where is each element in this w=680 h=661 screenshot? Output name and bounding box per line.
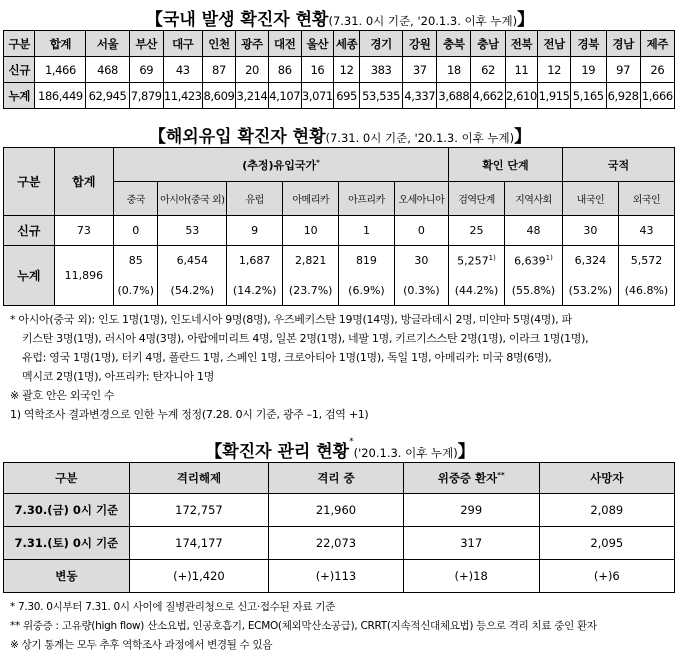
row-label: 변동: [4, 560, 130, 593]
imported-cases-table: [3, 147, 675, 306]
table-cell: 30: [562, 216, 618, 246]
header-cell: 경기: [359, 31, 402, 57]
row-label: 신규: [4, 57, 35, 83]
table-cell: 1,915: [538, 83, 571, 109]
table-cell: 11,423: [163, 83, 202, 109]
table-cell: 86: [268, 57, 301, 83]
table-cell: [562, 246, 618, 276]
header-cell: 격리해제: [129, 463, 269, 494]
table-cell: 2,610: [505, 83, 538, 109]
table-row: [4, 494, 675, 527]
table-cell: (+)18: [403, 560, 539, 593]
header-country: [114, 148, 449, 182]
pct-cell: (53.2%): [562, 276, 618, 306]
header-cell: 강원: [403, 31, 437, 57]
header-confirm-stage: 확인 단계: [449, 148, 563, 182]
subheader-cell: 검역단계: [449, 182, 505, 216]
table-cell: 174,177: [129, 527, 269, 560]
cum-value: 6,454: [176, 254, 209, 268]
table-cell: 6,928: [606, 83, 640, 109]
table-row: [4, 83, 675, 109]
row-label: 7.31.(토) 0시 기준: [4, 527, 130, 560]
case-management-table: [3, 462, 675, 593]
table-cell: 695: [334, 83, 360, 109]
table-cell: 468: [86, 57, 129, 83]
cum-value: 6,324: [574, 254, 607, 268]
table-cell: 16: [301, 57, 334, 83]
table-cell: 4,107: [268, 83, 301, 109]
table-cell: 3,071: [301, 83, 334, 109]
table-cell: 62: [471, 57, 505, 83]
table-cell: [505, 246, 563, 276]
table-cell: [449, 246, 505, 276]
note-line: 1) 역학조사 결과변경으로 인한 누계 정정(7.28. 0시 기준, 광주 –1, 검역 +1): [10, 408, 369, 421]
note-line: 멕시코 2명(1명), 아프리카: 탄자니아 1명: [22, 370, 215, 383]
pct-cell: (0.3%): [394, 276, 448, 306]
table-cell: 4,337: [403, 83, 437, 109]
domestic-cases-table: [3, 30, 675, 109]
header-cell: 합계: [35, 31, 86, 57]
table-cell: 9: [227, 216, 283, 246]
cum-value: 1,687: [238, 254, 271, 268]
table-cell: 4,662: [471, 83, 505, 109]
subheader-cell: 유럽: [227, 182, 283, 216]
table-cell: 11,896: [54, 246, 113, 306]
note-line: ※ 상기 통계는 모두 추후 역학조사 과정에서 변경될 수 있음: [10, 639, 273, 651]
domestic-title-close: 】: [517, 10, 535, 30]
header-cell: 울산: [301, 31, 334, 57]
table-cell: 87: [202, 57, 235, 83]
imported-title-close: 】: [514, 127, 532, 147]
table-cell: 26: [640, 57, 674, 83]
note-line: ** 위중증 : 고유량(high flow) 산소요법, 인공호흡기, ECMO(체외막산소공급), CRRT(지속적신대체요법) 등으로 격리 치료 중인 환자: [10, 620, 597, 632]
table-cell: 22,073: [269, 527, 403, 560]
header-cell: 전남: [538, 31, 571, 57]
domestic-cases-title: [0, 5, 680, 30]
pct-cell: (54.2%): [158, 276, 227, 306]
table-cell: 48: [505, 216, 563, 246]
note-line: * 7.30. 0시부터 7.31. 0시 사이에 질병관리청으로 신고·접수된 자료 기준: [10, 601, 335, 613]
table-cell: [339, 246, 394, 276]
subheader-cell: 지역사회: [505, 182, 563, 216]
table-cell: 317: [403, 527, 539, 560]
header-country-text: (추정)유입국가: [242, 158, 317, 172]
subheader-cell: 오세아니아: [394, 182, 448, 216]
subheader-cell: 내국인: [562, 182, 618, 216]
domestic-title-text: 【국내 발생 확진자 현황: [145, 10, 329, 30]
table-cell: (+)113: [269, 560, 403, 593]
table-cell: 12: [538, 57, 571, 83]
pct-cell: (44.2%): [449, 276, 505, 306]
table-cell: 97: [606, 57, 640, 83]
header-nationality: 국적: [562, 148, 674, 182]
table-cell: 10: [283, 216, 339, 246]
header-cell: 경남: [606, 31, 640, 57]
table-cell: 2,095: [539, 527, 674, 560]
table-cell: 73: [54, 216, 113, 246]
table-cell: 1,466: [35, 57, 86, 83]
table-cell: 8,609: [202, 83, 235, 109]
note-line: 키스탄 3명(1명), 러시아 4명(3명), 아랍에미리트 4명, 일본 2명(1명), 네팔 1명, 키르기스스탄 2명(1명), 이라크 1명(1명),: [22, 332, 589, 345]
table-cell: (+)1,420: [129, 560, 269, 593]
subheader-cell: 외국인: [618, 182, 674, 216]
table-cell: 186,449: [35, 83, 86, 109]
table-cell: 5,165: [570, 83, 606, 109]
table-cell: (+)6: [539, 560, 674, 593]
header-cell: 세종: [334, 31, 360, 57]
imported-title-text: 【해외유입 확진자 현황: [148, 127, 326, 147]
table-cell: 37: [403, 57, 437, 83]
pct-cell: (6.9%): [339, 276, 394, 306]
table-cell: 20: [236, 57, 269, 83]
header-cell: 경북: [570, 31, 606, 57]
subheader-cell: 아프리카: [339, 182, 394, 216]
header-cell: 부산: [129, 31, 163, 57]
table-cell: 0: [394, 216, 448, 246]
table-cell: 3,214: [236, 83, 269, 109]
table-cell: 1: [339, 216, 394, 246]
table-cell: 21,960: [269, 494, 403, 527]
footnote-mark: *: [316, 157, 320, 166]
pct-cell: (55.8%): [505, 276, 563, 306]
header-cell: 서울: [86, 31, 129, 57]
table-row: [4, 57, 675, 83]
cum-value: 5,572: [630, 254, 663, 268]
domestic-subtitle: (7.31. 0시 기준, '20.1.3. 이후 누계): [328, 14, 518, 28]
table-cell: 7,879: [129, 83, 163, 109]
table-cell: [618, 246, 674, 276]
table-cell: 2,089: [539, 494, 674, 527]
table-cell: 43: [163, 57, 202, 83]
table-cell: 3,688: [437, 83, 471, 109]
cum-value: 6,639: [514, 254, 546, 268]
header-cell: 대전: [268, 31, 301, 57]
header-cell: 제주: [640, 31, 674, 57]
table-cell: [394, 246, 448, 276]
note-line: * 아시아(중국 외): 인도 1명(1명), 인도네시아 9명(8명), 우즈베키스탄 19명(14명), 방글라데시 2명, 미얀마 5명(4명), 파: [10, 313, 572, 326]
table-cell: 19: [570, 57, 606, 83]
table-row: [4, 246, 675, 276]
header-cell: 전북: [505, 31, 538, 57]
table-cell: 18: [437, 57, 471, 83]
header-cell: 충북: [437, 31, 471, 57]
cum-value: 85: [128, 254, 143, 268]
row-label: 누계: [4, 246, 55, 306]
header-cell: 사망자: [539, 463, 674, 494]
header-cell: 충남: [471, 31, 505, 57]
table-cell: [158, 246, 227, 276]
header-cell: 구분: [4, 31, 35, 57]
note-line: 유럽: 영국 1명(1명), 터키 4명, 폴란드 1명, 스페인 1명, 크로아티아 1명(1명), 독일 1명, 아메리카: 미국 8명(6명),: [22, 351, 552, 364]
table-cell: 299: [403, 494, 539, 527]
table-cell: 1,666: [640, 83, 674, 109]
imported-subtitle: (7.31. 0시 기준, '20.1.3. 이후 누계): [325, 131, 515, 145]
table-row: [4, 216, 675, 246]
footnote-mark: **: [497, 471, 505, 480]
header-cell: [403, 463, 539, 494]
table-cell: 0: [114, 216, 158, 246]
imported-cases-title: [0, 122, 680, 147]
table-row: [4, 527, 675, 560]
table-cell: [283, 246, 339, 276]
cum-value: 819: [355, 254, 377, 268]
row-label: 누계: [4, 83, 35, 109]
header-cell: 광주: [236, 31, 269, 57]
header-cell: 격리 중: [269, 463, 403, 494]
management-subtitle: ('20.1.3. 이후 누계): [353, 446, 458, 460]
table-cell: 383: [359, 57, 402, 83]
cum-value: 30: [414, 254, 429, 268]
header-total: 합계: [54, 148, 113, 216]
row-label: 7.30.(금) 0시 기준: [4, 494, 130, 527]
pct-cell: (14.2%): [227, 276, 283, 306]
subheader-cell: 중국: [114, 182, 158, 216]
table-cell: [114, 246, 158, 276]
management-title-close: 】: [457, 442, 475, 462]
subheader-cell: 아메리카: [283, 182, 339, 216]
cum-value: 2,821: [294, 254, 327, 268]
table-header-row: [4, 463, 675, 494]
table-cell: 12: [334, 57, 360, 83]
row-label: 신규: [4, 216, 55, 246]
footnote-mark: *: [349, 437, 354, 447]
footnote-mark: 1): [488, 253, 496, 262]
management-notes: [10, 598, 675, 655]
header-category: 구분: [4, 148, 55, 216]
management-title-text: 【확진자 관리 현황: [205, 442, 350, 462]
pct-cell: (23.7%): [283, 276, 339, 306]
case-management-title: [0, 437, 680, 462]
table-cell: 62,945: [86, 83, 129, 109]
pct-cell: (0.7%): [114, 276, 158, 306]
table-row: [4, 560, 675, 593]
table-cell: 43: [618, 216, 674, 246]
cum-value: 5,257: [457, 254, 489, 268]
pct-cell: (46.8%): [618, 276, 674, 306]
header-cell: 구분: [4, 463, 130, 494]
table-header-row: [4, 148, 675, 182]
table-cell: 172,757: [129, 494, 269, 527]
header-cell: 인천: [202, 31, 235, 57]
footnote-mark: 1): [545, 253, 553, 262]
table-cell: 25: [449, 216, 505, 246]
table-cell: 53: [158, 216, 227, 246]
header-cell: 대구: [163, 31, 202, 57]
table-cell: 69: [129, 57, 163, 83]
note-line: ※ 괄호 안은 외국인 수: [10, 389, 115, 402]
table-header-row: [4, 31, 675, 57]
subheader-cell: 아시아(중국 외): [158, 182, 227, 216]
table-cell: 11: [505, 57, 538, 83]
header-text: 위중증 환자: [437, 471, 498, 485]
imported-notes: [10, 310, 675, 424]
table-cell: 53,535: [359, 83, 402, 109]
table-cell: [227, 246, 283, 276]
